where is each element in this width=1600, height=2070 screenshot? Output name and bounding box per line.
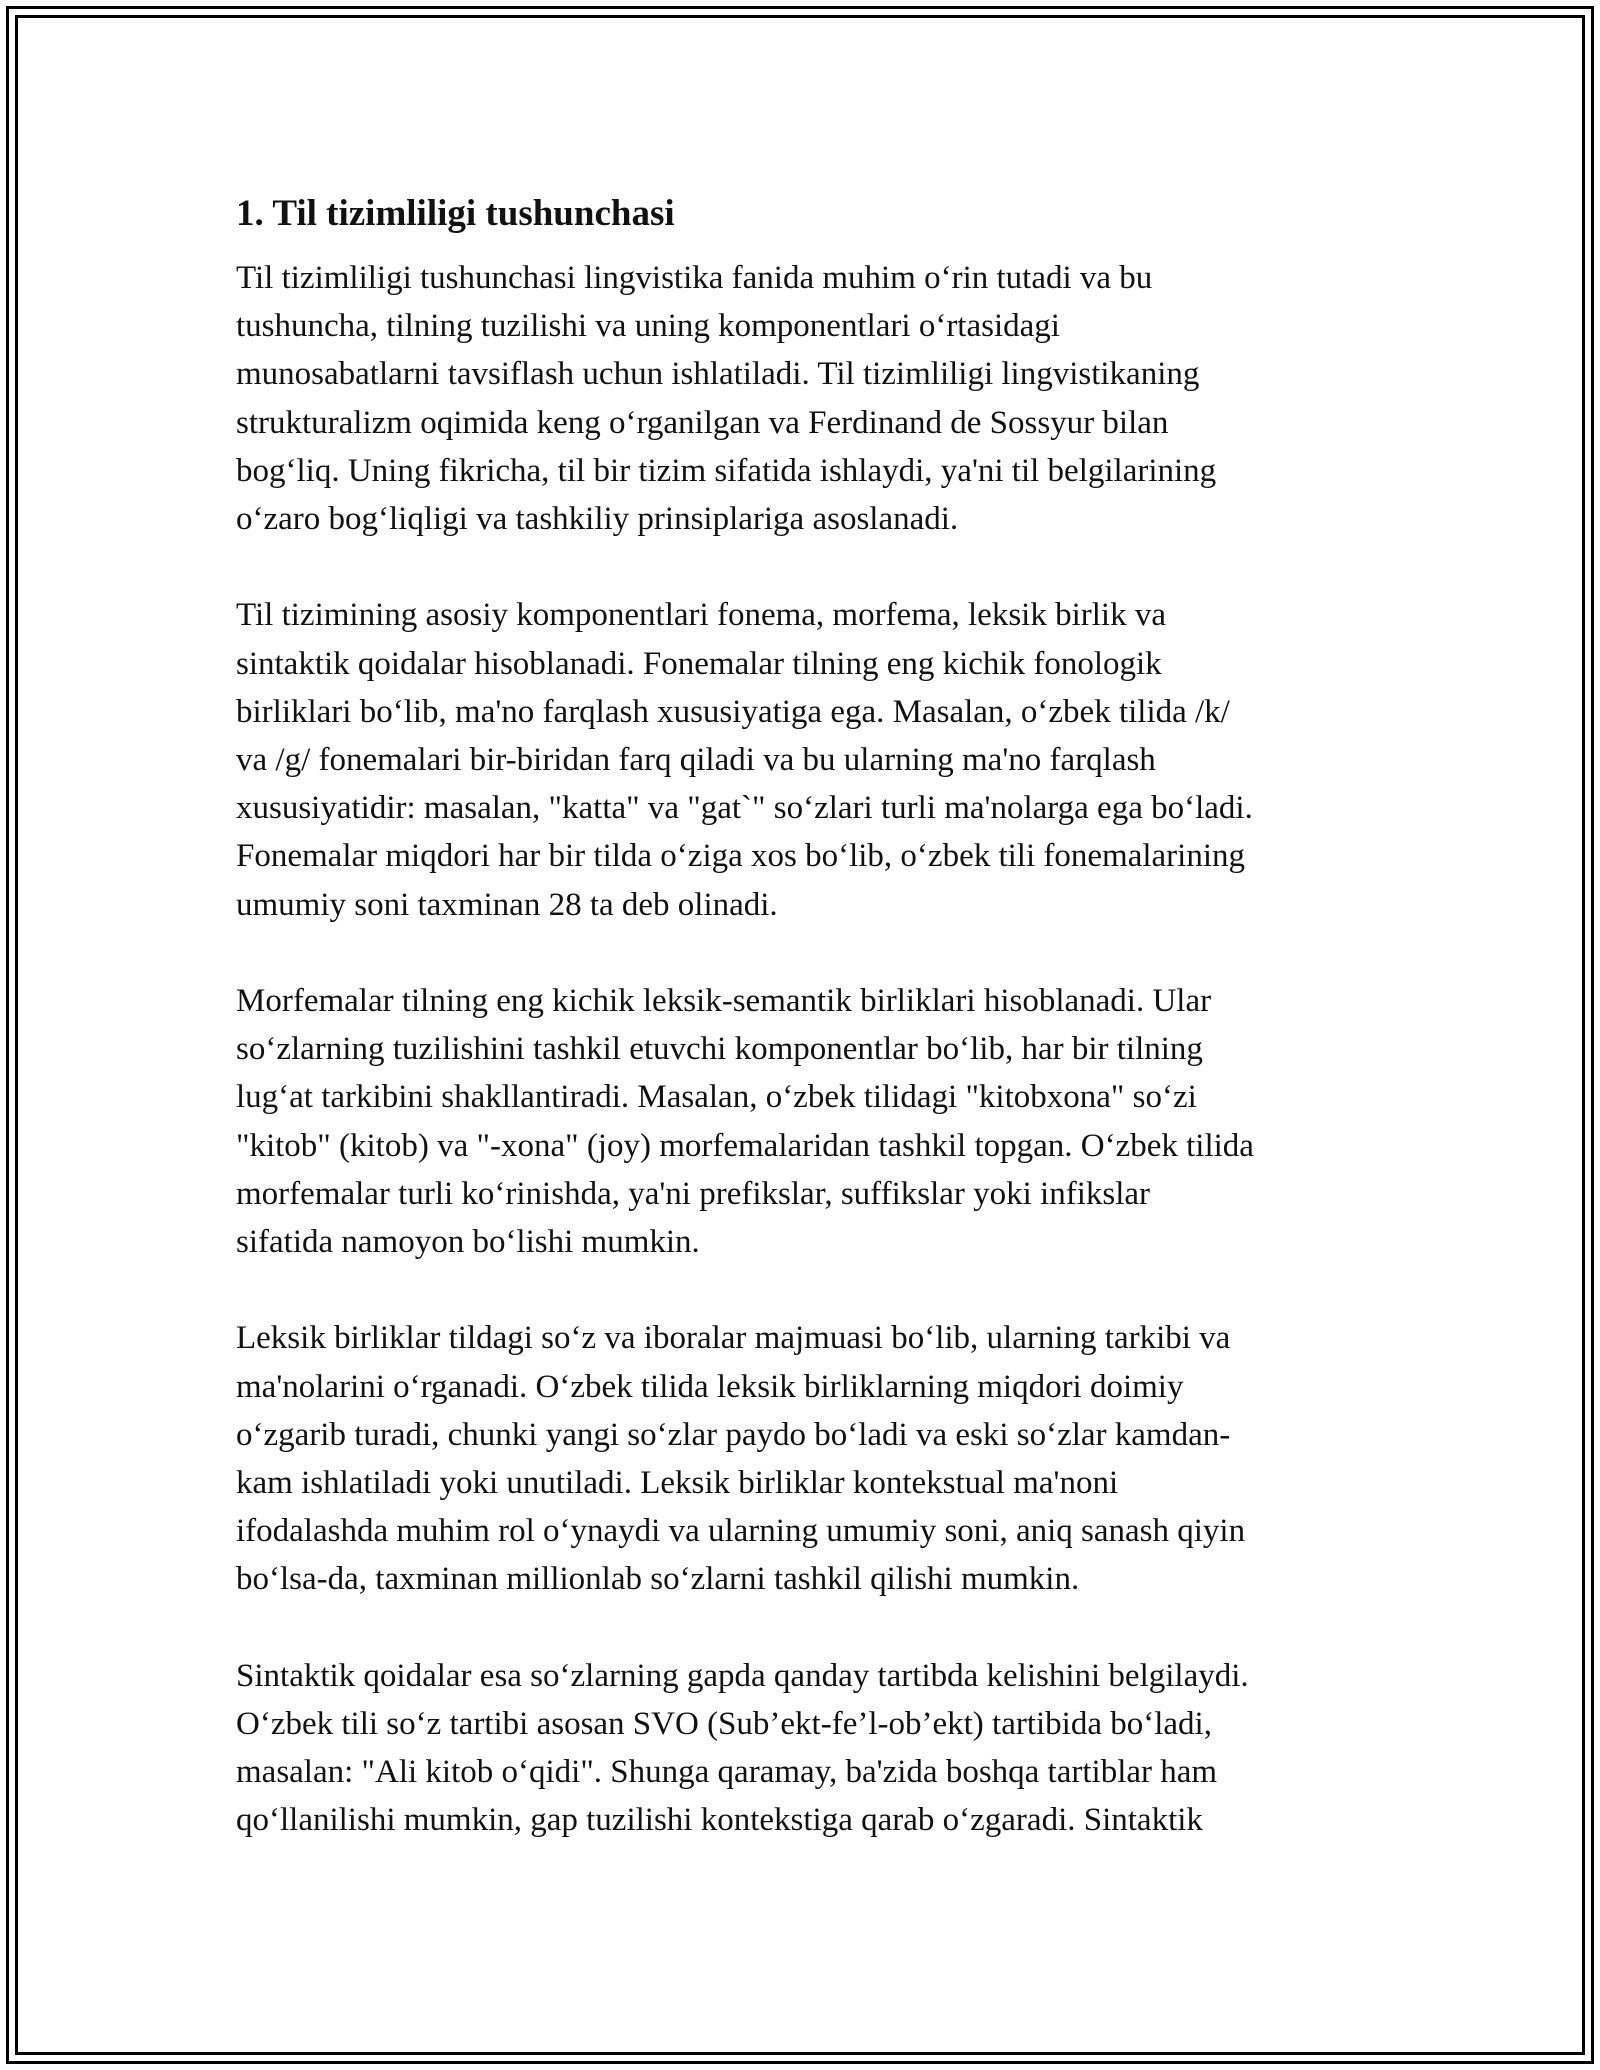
paragraph-3 bbox=[236, 977, 1376, 1266]
text-line: so‘zlarning tuzilishini tashkil etuvchi komponentlar bo‘lib, har bir tilning bbox=[236, 1031, 1203, 1068]
text-line: bog‘liq. Uning fikricha, til bir tizim sifatida ishlaydi, ya'ni til belgilarining bbox=[236, 452, 1217, 489]
paragraph-4 bbox=[236, 1314, 1376, 1603]
text-line: bo‘lsa-da, taxminan millionlab so‘zlarni tashkil qilishi mumkin. bbox=[236, 1561, 1080, 1598]
text-line: Til tizimining asosiy komponentlari fonema, morfema, leksik birlik va bbox=[236, 597, 1166, 634]
text-line: strukturalizm oqimida keng o‘rganilgan va Ferdinand de Sossyur bilan bbox=[236, 404, 1169, 441]
text-line: masalan: "Ali kitob o‘qidi". Shunga qaramay, ba'zida boshqa tartiblar ham bbox=[236, 1754, 1218, 1791]
text-line: Leksik birliklar tildagi so‘z va iboralar majmuasi bo‘lib, ularning tarkibi va bbox=[236, 1320, 1231, 1357]
text-line: xususiyatidir: masalan, "katta" va "gat`" so‘zlari turli ma'nolarga ega bo‘ladi. bbox=[236, 790, 1253, 827]
text-line: umumiy soni taxminan 28 ta deb olinadi. bbox=[236, 886, 778, 923]
section-heading: 1. Til tizimliligi tushunchasi bbox=[236, 193, 675, 234]
text-line: lug‘at tarkibini shakllantiradi. Masalan, o‘zbek tilidagi "kitobxona" so‘zi bbox=[236, 1079, 1197, 1116]
paragraph-2 bbox=[236, 591, 1376, 928]
text-line: O‘zbek tili so‘z tartibi asosan SVO (Sub’ekt-fe’l-ob’ekt) tartibida bo‘ladi, bbox=[236, 1706, 1212, 1743]
text-line: Fonemalar miqdori har bir tilda o‘ziga xos bo‘lib, o‘zbek tili fonemalarining bbox=[236, 838, 1245, 875]
text-line: Morfemalar tilning eng kichik leksik-semantik birliklari hisoblanadi. Ular bbox=[236, 983, 1212, 1020]
paragraph-1 bbox=[236, 254, 1376, 543]
text-line: o‘zaro bog‘liqligi va tashkiliy prinsiplariga asoslanadi. bbox=[236, 501, 959, 538]
text-line: sintaktik qoidalar hisoblanadi. Fonemalar tilning eng kichik fonologik bbox=[236, 645, 1162, 682]
text-line: morfemalar turli ko‘rinishda, ya'ni prefikslar, suffikslar yoki infikslar bbox=[236, 1175, 1151, 1212]
document-body bbox=[236, 186, 1376, 1893]
text-line: qo‘llanilishi mumkin, gap tuzilishi kontekstiga qarab o‘zgaradi. Sintaktik bbox=[236, 1802, 1203, 1839]
text-line: ma'nolarini o‘rganadi. O‘zbek tilida leksik birliklarning miqdori doimiy bbox=[236, 1368, 1184, 1405]
text-line: Til tizimliligi tushunchasi lingvistika fanida muhim o‘rin tutadi va bu bbox=[236, 260, 1153, 296]
paragraph-5 bbox=[236, 1652, 1376, 1845]
text-line: va /g/ fonemalari bir-biridan farq qiladi va bu ularning ma'no farqlash bbox=[236, 742, 1156, 779]
text-line: o‘zgarib turadi, chunki yangi so‘zlar paydo bo‘ladi va eski so‘zlar kamdan- bbox=[236, 1416, 1231, 1453]
text-line: munosabatlarni tavsiflash uchun ishlatiladi. Til tizimliligi lingvistikaning bbox=[236, 356, 1200, 393]
text-line: "kitob" (kitob) va "-xona" (joy) morfemalaridan tashkil topgan. O‘zbek tilida bbox=[236, 1127, 1254, 1164]
text-line: kam ishlatiladi yoki unutiladi. Leksik birliklar kontekstual ma'noni bbox=[236, 1465, 1119, 1502]
text-line: sifatida namoyon bo‘lishi mumkin. bbox=[236, 1224, 700, 1261]
text-line: tushuncha, tilning tuzilishi va uning komponentlari o‘rtasidagi bbox=[236, 308, 1060, 345]
text-line: Sintaktik qoidalar esa so‘zlarning gapda qanday tartibda kelishini belgilaydi. bbox=[236, 1657, 1249, 1694]
text-line: ifodalashda muhim rol o‘ynaydi va ularning umumiy soni, aniq sanash qiyin bbox=[236, 1513, 1246, 1550]
text-line: birliklari bo‘lib, ma'no farqlash xususiyatiga ega. Masalan, o‘zbek tilida /k/ bbox=[236, 693, 1230, 730]
